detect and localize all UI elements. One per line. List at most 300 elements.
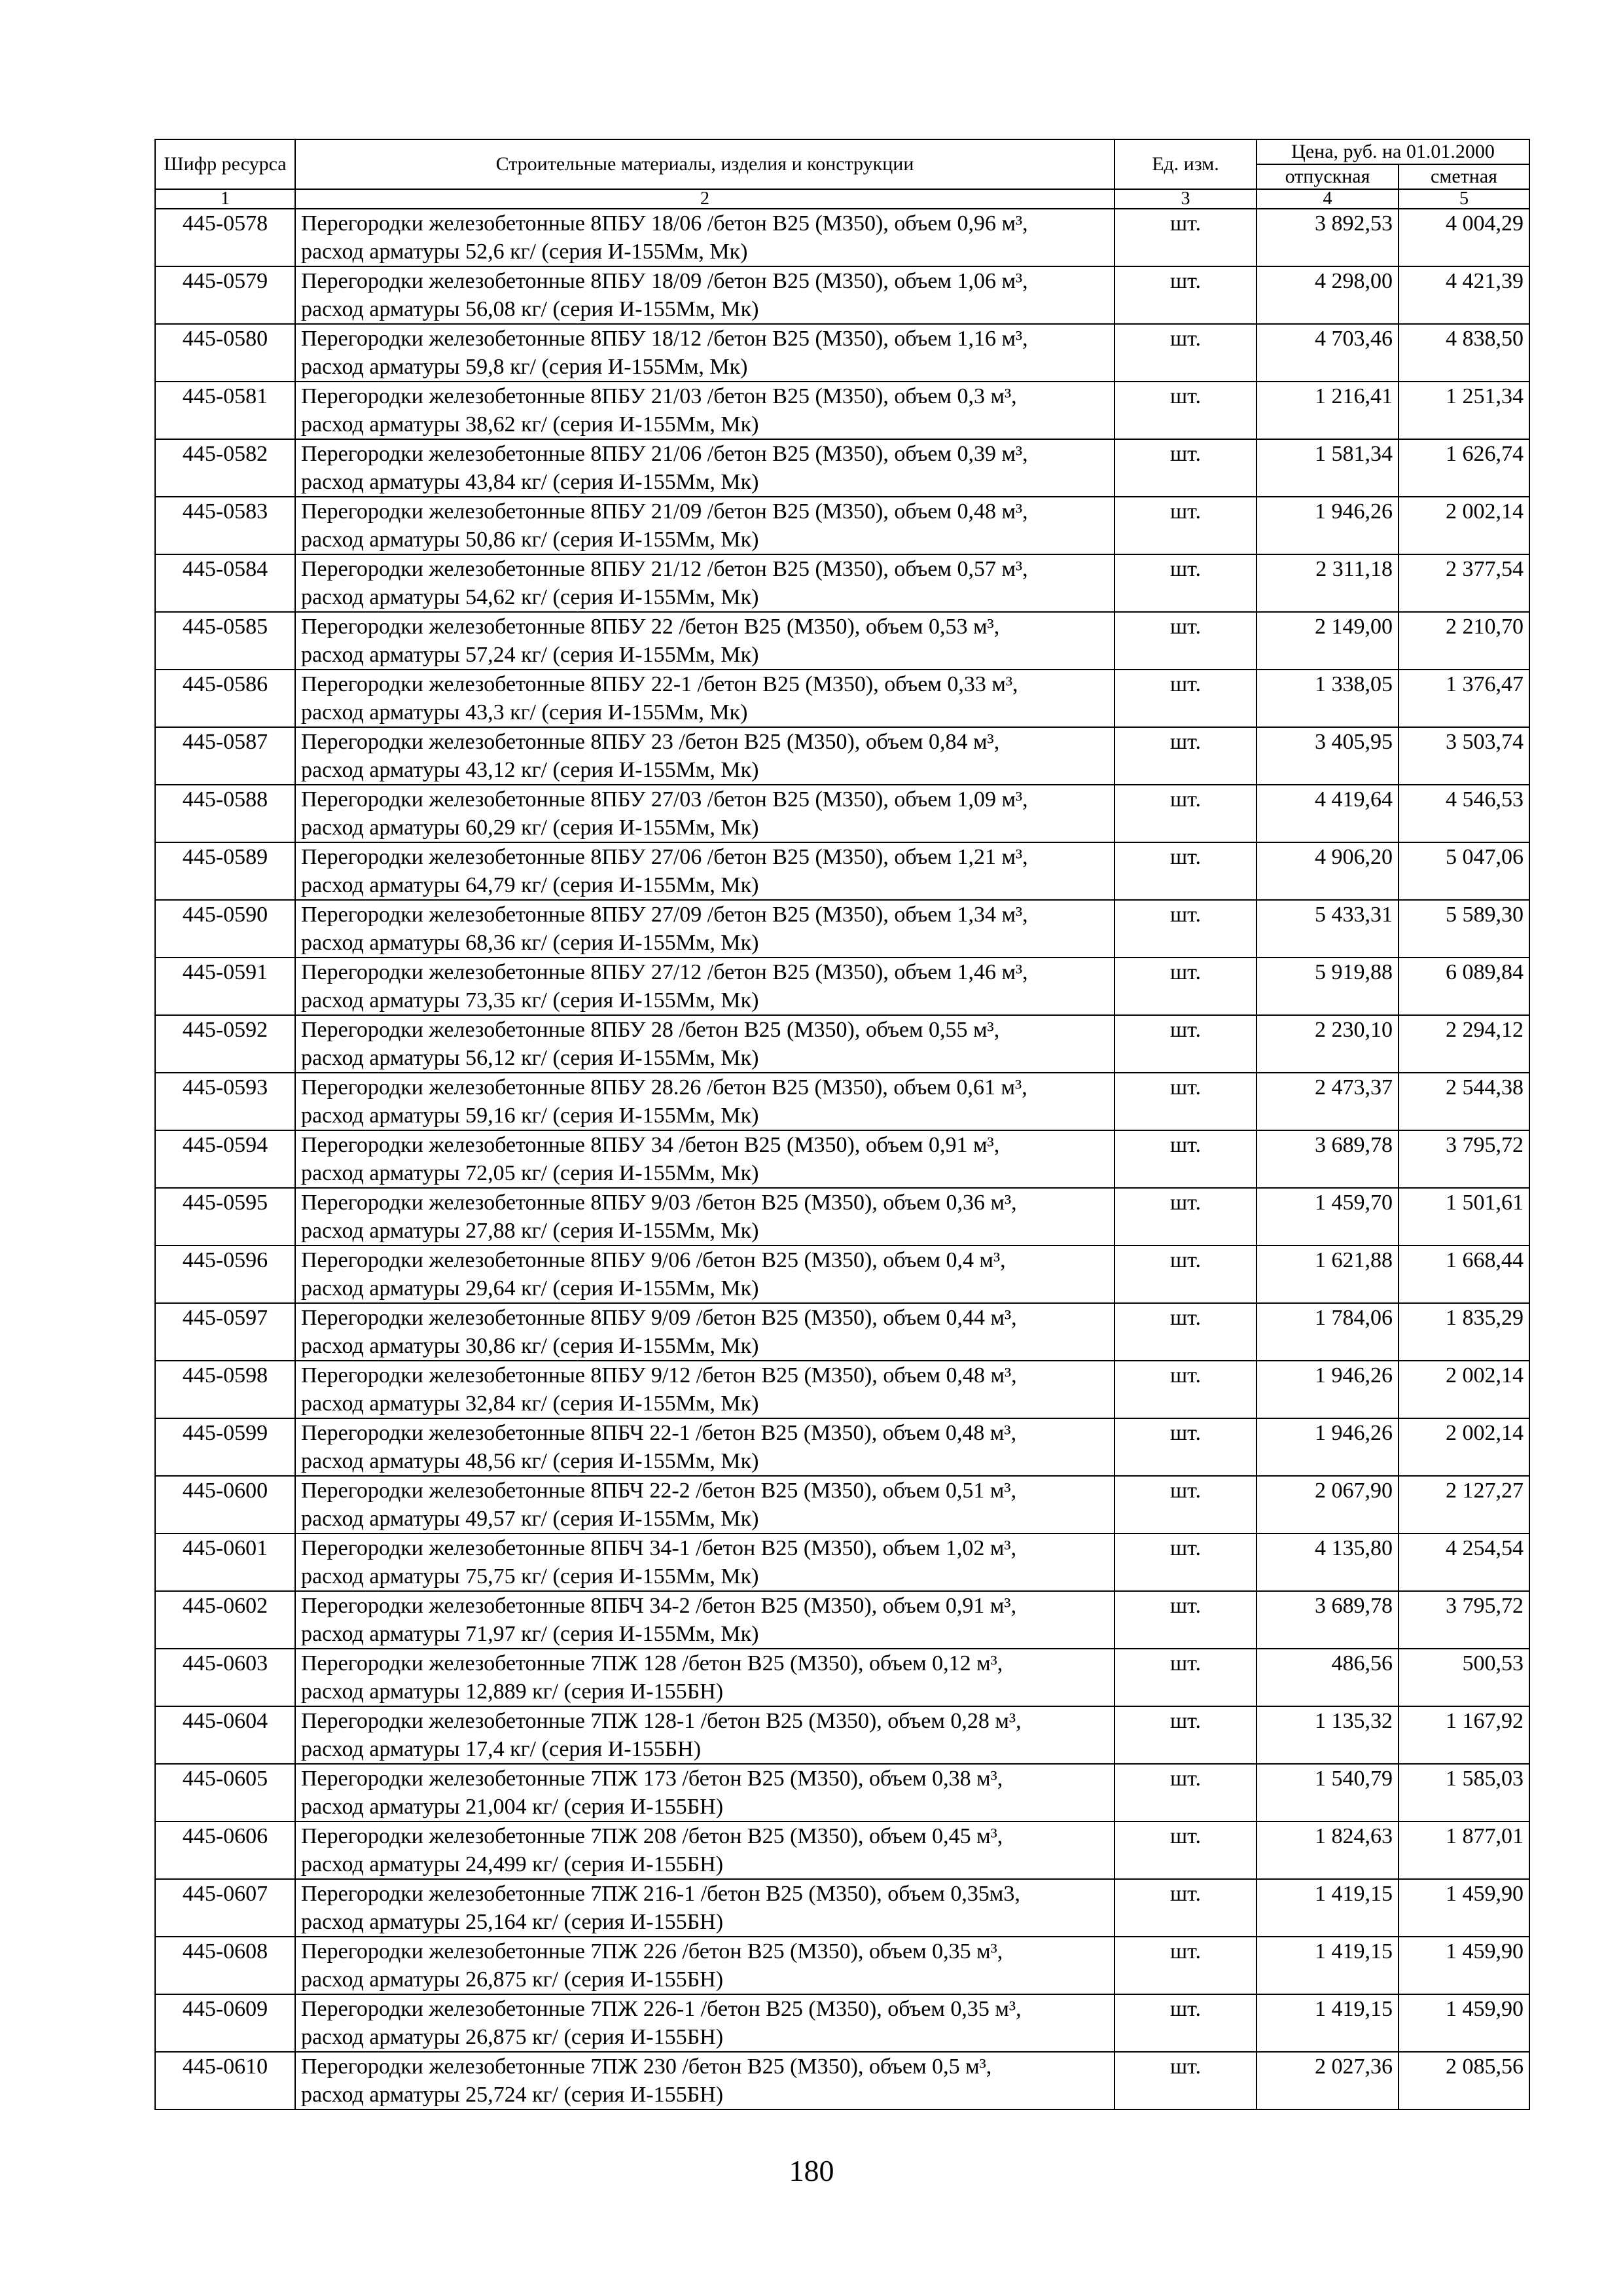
description-line-2: расход арматуры 56,12 кг/ (серия И-155Мм, Мк)	[301, 1046, 759, 1070]
unit	[1115, 1130, 1257, 1188]
estimate-price-text: 4 254,54	[1446, 1536, 1524, 1560]
description-line-2: расход арматуры 50,86 кг/ (серия И-155Мм, Мк)	[301, 528, 759, 552]
resource-code-text: 445-0586	[182, 672, 268, 696]
description-line-1: Перегородки железобетонные 8ПБЧ 22-2 /бетон В25 (М350), объем 0,51 м³,	[301, 1479, 1017, 1503]
estimate-price	[1399, 1476, 1529, 1534]
resource-code	[155, 1706, 295, 1764]
table-row	[155, 727, 1529, 785]
table-row	[155, 670, 1529, 727]
release-price	[1257, 1764, 1399, 1821]
unit	[1115, 1879, 1257, 1937]
description-line-2: расход арматуры 57,24 кг/ (серия И-155Мм, Мк)	[301, 643, 759, 667]
estimate-price	[1399, 670, 1529, 727]
description-line-1: Перегородки железобетонные 7ПЖ 208 /бетон В25 (М350), объем 0,45 м³,	[301, 1824, 1003, 1848]
estimate-price-text: 1 167,92	[1446, 1709, 1524, 1733]
resource-code	[155, 1764, 295, 1821]
resource-code	[155, 612, 295, 670]
description-line-1: Перегородки железобетонные 8ПБУ 18/12 /бетон В25 (М350), объем 1,16 м³,	[301, 327, 1028, 351]
unit	[1115, 554, 1257, 612]
unit	[1115, 1706, 1257, 1764]
resource-code	[155, 1937, 295, 1994]
header-unit: Ед. изм.	[1115, 139, 1257, 189]
resource-code	[155, 785, 295, 842]
table-row	[155, 1418, 1529, 1476]
release-price-text: 4 419,64	[1315, 787, 1393, 812]
description-line-1: Перегородки железобетонные 8ПБУ 28 /бетон В25 (М350), объем 0,55 м³,	[301, 1018, 1000, 1042]
estimate-price-text: 500,53	[1462, 1651, 1524, 1676]
release-price-text: 1 419,15	[1315, 1882, 1393, 1906]
description-line-2: расход арматуры 32,84 кг/ (серия И-155Мм, Мк)	[301, 1391, 759, 1416]
resource-code-text: 445-0603	[182, 1651, 268, 1676]
release-price-text: 5 433,31	[1315, 903, 1393, 927]
resource-code-text: 445-0602	[182, 1594, 268, 1618]
release-price	[1257, 1015, 1399, 1073]
table-row	[155, 612, 1529, 670]
release-price	[1257, 1649, 1399, 1706]
unit-text: шт.	[1170, 557, 1201, 581]
estimate-price-text: 6 089,84	[1446, 960, 1524, 984]
unit	[1115, 1476, 1257, 1534]
resource-code	[155, 1879, 295, 1937]
release-price	[1257, 842, 1399, 900]
description-line-2: расход арматуры 43,12 кг/ (серия И-155Мм, Мк)	[301, 758, 759, 782]
material-description	[295, 439, 1115, 497]
unit	[1115, 1015, 1257, 1073]
unit	[1115, 2052, 1257, 2109]
resource-code	[155, 1821, 295, 1879]
resource-code-text: 445-0599	[182, 1421, 268, 1445]
unit	[1115, 1821, 1257, 1879]
release-price-text: 1 419,15	[1315, 1939, 1393, 1964]
release-price-text: 4 135,80	[1315, 1536, 1393, 1560]
estimate-price-text: 3 795,72	[1446, 1133, 1524, 1157]
material-description	[295, 842, 1115, 900]
unit	[1115, 1303, 1257, 1361]
unit	[1115, 1649, 1257, 1706]
resource-code	[155, 324, 295, 382]
release-price	[1257, 1994, 1399, 2052]
description-line-2: расход арматуры 59,16 кг/ (серия И-155Мм, Мк)	[301, 1103, 759, 1128]
estimate-price	[1399, 1418, 1529, 1476]
description-line-1: Перегородки железобетонные 7ПЖ 230 /бетон В25 (М350), объем 0,5 м³,	[301, 2054, 992, 2079]
resource-code-text: 445-0588	[182, 787, 268, 812]
description-line-1: Перегородки железобетонные 8ПБУ 22 /бетон В25 (М350), объем 0,53 м³,	[301, 615, 1000, 639]
resource-code-text: 445-0609	[182, 1997, 268, 2021]
unit	[1115, 727, 1257, 785]
estimate-price-text: 1 459,90	[1446, 1882, 1524, 1906]
unit-text: шт.	[1170, 269, 1201, 293]
resource-code	[155, 727, 295, 785]
resource-code	[155, 1418, 295, 1476]
material-description	[295, 1649, 1115, 1706]
release-price-text: 1 581,34	[1315, 442, 1393, 466]
material-description	[295, 1418, 1115, 1476]
release-price	[1257, 1821, 1399, 1879]
material-description	[295, 727, 1115, 785]
release-price-text: 4 298,00	[1315, 269, 1393, 293]
estimate-price-text: 4 838,50	[1446, 327, 1524, 351]
description-line-2: расход арматуры 38,62 кг/ (серия И-155Мм, Мк)	[301, 412, 759, 437]
estimate-price-text: 2 002,14	[1446, 1421, 1524, 1445]
description-line-1: Перегородки железобетонные 8ПБУ 27/06 /бетон В25 (М350), объем 1,21 м³,	[301, 845, 1028, 869]
page-number: 180	[789, 2154, 834, 2187]
unit	[1115, 266, 1257, 324]
unit-text: шт.	[1170, 672, 1201, 696]
description-line-2: расход арматуры 21,004 кг/ (серия И-155БН)	[301, 1795, 724, 1819]
release-price	[1257, 1591, 1399, 1649]
resource-code	[155, 670, 295, 727]
material-description	[295, 209, 1115, 266]
unit	[1115, 497, 1257, 554]
resource-code	[155, 1994, 295, 2052]
estimate-price-text: 1 459,90	[1446, 1997, 1524, 2021]
material-description	[295, 785, 1115, 842]
unit-text: шт.	[1170, 1248, 1201, 1272]
description-line-1: Перегородки железобетонные 8ПБУ 27/03 /бетон В25 (М350), объем 1,09 м³,	[301, 787, 1028, 812]
estimate-price	[1399, 1649, 1529, 1706]
description-line-2: расход арматуры 60,29 кг/ (серия И-155Мм, Мк)	[301, 816, 759, 840]
table-row	[155, 1476, 1529, 1534]
estimate-price	[1399, 1015, 1529, 1073]
material-description	[295, 1706, 1115, 1764]
material-description	[295, 1130, 1115, 1188]
estimate-price-text: 3 795,72	[1446, 1594, 1524, 1618]
unit-text: шт.	[1170, 845, 1201, 869]
material-description	[295, 1994, 1115, 2052]
release-price	[1257, 439, 1399, 497]
description-line-2: расход арматуры 71,97 кг/ (серия И-155Мм, Мк)	[301, 1622, 759, 1646]
description-line-2: расход арматуры 52,6 кг/ (серия И-155Мм, Мк)	[301, 240, 748, 264]
description-line-2: расход арматуры 27,88 кг/ (серия И-155Мм, Мк)	[301, 1219, 759, 1243]
unit-text: шт.	[1170, 1594, 1201, 1618]
resource-code-text: 445-0594	[182, 1133, 268, 1157]
resource-code	[155, 958, 295, 1015]
unit-text: шт.	[1170, 1939, 1201, 1964]
description-line-1: Перегородки железобетонные 8ПБУ 21/12 /бетон В25 (М350), объем 0,57 м³,	[301, 557, 1028, 581]
unit	[1115, 958, 1257, 1015]
unit-text: шт.	[1170, 1421, 1201, 1445]
description-line-2: расход арматуры 75,75 кг/ (серия И-155Мм, Мк)	[301, 1564, 759, 1588]
table-row	[155, 1073, 1529, 1130]
description-line-1: Перегородки железобетонные 8ПБУ 9/12 /бетон В25 (М350), объем 0,48 м³,	[301, 1363, 1017, 1388]
estimate-price-text: 2 002,14	[1446, 499, 1524, 524]
release-price	[1257, 266, 1399, 324]
unit-text: шт.	[1170, 442, 1201, 466]
material-description	[295, 612, 1115, 670]
resource-code-text: 445-0598	[182, 1363, 268, 1388]
unit-text: шт.	[1170, 384, 1201, 408]
table-row	[155, 785, 1529, 842]
estimate-price-text: 2 377,54	[1446, 557, 1524, 581]
material-description	[295, 2052, 1115, 2109]
resource-code-text: 445-0587	[182, 730, 268, 754]
material-description	[295, 1188, 1115, 1246]
description-line-1: Перегородки железобетонные 8ПБУ 9/03 /бетон В25 (М350), объем 0,36 м³,	[301, 1191, 1017, 1215]
header-col-number: 3	[1115, 189, 1257, 209]
release-price	[1257, 554, 1399, 612]
release-price-text: 1 946,26	[1315, 1363, 1393, 1388]
material-description	[295, 382, 1115, 439]
resource-code-text: 445-0604	[182, 1709, 268, 1733]
material-description	[295, 1246, 1115, 1303]
unit	[1115, 785, 1257, 842]
unit-text: шт.	[1170, 1363, 1201, 1388]
unit	[1115, 1764, 1257, 1821]
release-price	[1257, 785, 1399, 842]
description-line-2: расход арматуры 43,84 кг/ (серия И-155Мм, Мк)	[301, 470, 759, 494]
description-line-2: расход арматуры 72,05 кг/ (серия И-155Мм, Мк)	[301, 1161, 759, 1185]
estimate-price-text: 1 376,47	[1446, 672, 1524, 696]
table-row	[155, 1591, 1529, 1649]
material-description	[295, 1073, 1115, 1130]
material-description	[295, 497, 1115, 554]
estimate-price	[1399, 1879, 1529, 1937]
release-price-text: 4 906,20	[1315, 845, 1393, 869]
estimate-price-text: 2 210,70	[1446, 615, 1524, 639]
description-line-1: Перегородки железобетонные 8ПБУ 22-1 /бетон В25 (М350), объем 0,33 м³,	[301, 672, 1018, 696]
estimate-price-text: 1 668,44	[1446, 1248, 1524, 1272]
unit	[1115, 1418, 1257, 1476]
estimate-price	[1399, 1821, 1529, 1879]
release-price	[1257, 324, 1399, 382]
estimate-price-text: 2 294,12	[1446, 1018, 1524, 1042]
release-price	[1257, 612, 1399, 670]
table-row	[155, 1188, 1529, 1246]
header-col-number: 4	[1257, 189, 1399, 209]
unit-text: шт.	[1170, 1824, 1201, 1848]
material-description	[295, 1937, 1115, 1994]
release-price	[1257, 1188, 1399, 1246]
description-line-2: расход арматуры 25,164 кг/ (серия И-155БН)	[301, 1910, 724, 1934]
table-row	[155, 1937, 1529, 1994]
material-description	[295, 1015, 1115, 1073]
estimate-price	[1399, 324, 1529, 382]
description-line-1: Перегородки железобетонные 8ПБУ 28.26 /бетон В25 (М350), объем 0,61 м³,	[301, 1075, 1027, 1100]
release-price-text: 1 621,88	[1315, 1248, 1393, 1272]
description-line-1: Перегородки железобетонные 8ПБУ 21/06 /бетон В25 (М350), объем 0,39 м³,	[301, 442, 1028, 466]
estimate-price-text: 5 589,30	[1446, 903, 1524, 927]
unit	[1115, 324, 1257, 382]
description-line-2: расход арматуры 64,79 кг/ (серия И-155Мм, Мк)	[301, 873, 759, 897]
release-price	[1257, 1303, 1399, 1361]
estimate-price	[1399, 439, 1529, 497]
description-line-2: расход арматуры 48,56 кг/ (серия И-155Мм, Мк)	[301, 1449, 759, 1473]
release-price	[1257, 1879, 1399, 1937]
description-line-1: Перегородки железобетонные 8ПБЧ 34-2 /бетон В25 (М350), объем 0,91 м³,	[301, 1594, 1017, 1618]
estimate-price	[1399, 1706, 1529, 1764]
estimate-price-text: 1 877,01	[1446, 1824, 1524, 1848]
description-line-2: расход арматуры 68,36 кг/ (серия И-155Мм, Мк)	[301, 931, 759, 955]
unit-text: шт.	[1170, 1191, 1201, 1215]
resource-code-text: 445-0584	[182, 557, 268, 581]
table-row	[155, 1649, 1529, 1706]
description-line-1: Перегородки железобетонные 8ПБУ 23 /бетон В25 (М350), объем 0,84 м³,	[301, 730, 1000, 754]
table-row	[155, 842, 1529, 900]
unit-text: шт.	[1170, 1997, 1201, 2021]
description-line-1: Перегородки железобетонные 8ПБУ 18/06 /бетон В25 (М350), объем 0,96 м³,	[301, 211, 1028, 236]
description-line-1: Перегородки железобетонные 8ПБЧ 34-1 /бетон В25 (М350), объем 1,02 м³,	[301, 1536, 1017, 1560]
unit-text: шт.	[1170, 1767, 1201, 1791]
estimate-price	[1399, 1361, 1529, 1418]
resource-code-text: 445-0605	[182, 1767, 268, 1791]
resource-code	[155, 209, 295, 266]
estimate-price	[1399, 612, 1529, 670]
description-line-1: Перегородки железобетонные 8ПБУ 9/09 /бетон В25 (М350), объем 0,44 м³,	[301, 1306, 1017, 1330]
description-line-2: расход арматуры 24,499 кг/ (серия И-155БН)	[301, 1852, 724, 1876]
resource-code-text: 445-0582	[182, 442, 268, 466]
unit	[1115, 1534, 1257, 1591]
release-price	[1257, 1073, 1399, 1130]
unit-text: шт.	[1170, 1651, 1201, 1676]
release-price	[1257, 958, 1399, 1015]
release-price-text: 2 230,10	[1315, 1018, 1393, 1042]
unit-text: шт.	[1170, 211, 1201, 236]
release-price	[1257, 1246, 1399, 1303]
table-row	[155, 900, 1529, 958]
resource-code-text: 445-0597	[182, 1306, 268, 1330]
unit	[1115, 1361, 1257, 1418]
release-price-text: 3 689,78	[1315, 1594, 1393, 1618]
description-line-1: Перегородки железобетонные 7ПЖ 226-1 /бетон В25 (М350), объем 0,35 м³,	[301, 1997, 1022, 2021]
resource-code-text: 445-0592	[182, 1018, 268, 1042]
resource-code-text: 445-0607	[182, 1882, 268, 1906]
release-price	[1257, 670, 1399, 727]
description-line-1: Перегородки железобетонные 8ПБУ 18/09 /бетон В25 (М350), объем 1,06 м³,	[301, 269, 1028, 293]
material-description	[295, 1534, 1115, 1591]
unit-text: шт.	[1170, 327, 1201, 351]
unit	[1115, 209, 1257, 266]
unit	[1115, 1188, 1257, 1246]
table-row	[155, 1821, 1529, 1879]
resource-code-text: 445-0579	[182, 269, 268, 293]
estimate-price	[1399, 382, 1529, 439]
release-price-text: 1 824,63	[1315, 1824, 1393, 1848]
table-row	[155, 1706, 1529, 1764]
description-line-2: расход арматуры 26,875 кг/ (серия И-155БН)	[301, 1967, 724, 1992]
resource-code-text: 445-0578	[182, 211, 268, 236]
estimate-price	[1399, 266, 1529, 324]
resource-code	[155, 1534, 295, 1591]
estimate-price-text: 1 585,03	[1446, 1767, 1524, 1791]
description-line-2: расход арматуры 26,875 кг/ (серия И-155БН)	[301, 2025, 724, 2049]
table-row	[155, 1994, 1529, 2052]
unit-text: шт.	[1170, 615, 1201, 639]
material-description	[295, 1764, 1115, 1821]
unit-text: шт.	[1170, 730, 1201, 754]
unit	[1115, 382, 1257, 439]
unit	[1115, 1591, 1257, 1649]
release-price	[1257, 209, 1399, 266]
release-price-text: 2 067,90	[1315, 1479, 1393, 1503]
unit	[1115, 670, 1257, 727]
estimate-price-text: 2 127,27	[1446, 1479, 1524, 1503]
description-line-2: расход арматуры 25,724 кг/ (серия И-155БН)	[301, 2083, 724, 2107]
description-line-1: Перегородки железобетонные 7ПЖ 128 /бетон В25 (М350), объем 0,12 м³,	[301, 1651, 1003, 1676]
header-resource-code: Шифр ресурса	[155, 139, 295, 189]
unit	[1115, 900, 1257, 958]
estimate-price-text: 1 459,90	[1446, 1939, 1524, 1964]
release-price	[1257, 1937, 1399, 1994]
material-description	[295, 1303, 1115, 1361]
release-price	[1257, 1361, 1399, 1418]
resource-code	[155, 1246, 295, 1303]
header-col-number: 5	[1399, 189, 1529, 209]
estimate-price-text: 2 544,38	[1446, 1075, 1524, 1100]
description-line-1: Перегородки железобетонные 7ПЖ 216-1 /бетон В25 (М350), объем 0,35м3,	[301, 1882, 1020, 1906]
table-row	[155, 1130, 1529, 1188]
header-release-price: отпускная	[1257, 164, 1399, 189]
table-row	[155, 1246, 1529, 1303]
estimate-price	[1399, 209, 1529, 266]
unit-text: шт.	[1170, 1882, 1201, 1906]
table-row	[155, 1764, 1529, 1821]
table-row	[155, 958, 1529, 1015]
description-line-1: Перегородки железобетонные 7ПЖ 226 /бетон В25 (М350), объем 0,35 м³,	[301, 1939, 1003, 1964]
unit-text: шт.	[1170, 1709, 1201, 1733]
table-row	[155, 324, 1529, 382]
resource-code-text: 445-0583	[182, 499, 268, 524]
release-price-text: 2 027,36	[1315, 2054, 1393, 2079]
resource-code-text: 445-0580	[182, 327, 268, 351]
release-price-text: 1 216,41	[1315, 384, 1393, 408]
resource-code-text: 445-0601	[182, 1536, 268, 1560]
release-price	[1257, 1534, 1399, 1591]
description-line-1: Перегородки железобетонные 8ПБУ 27/09 /бетон В25 (М350), объем 1,34 м³,	[301, 903, 1028, 927]
material-description	[295, 1361, 1115, 1418]
resource-code	[155, 900, 295, 958]
release-price	[1257, 382, 1399, 439]
unit-text: шт.	[1170, 1536, 1201, 1560]
release-price-text: 2 473,37	[1315, 1075, 1393, 1100]
description-line-2: расход арматуры 73,35 кг/ (серия И-155Мм, Мк)	[301, 988, 759, 1013]
table-row	[155, 382, 1529, 439]
description-line-1: Перегородки железобетонные 7ПЖ 128-1 /бетон В25 (М350), объем 0,28 м³,	[301, 1709, 1022, 1733]
table-row	[155, 1534, 1529, 1591]
release-price-text: 1 540,79	[1315, 1767, 1393, 1791]
unit	[1115, 1994, 1257, 2052]
description-line-1: Перегородки железобетонные 8ПБУ 21/09 /бетон В25 (М350), объем 0,48 м³,	[301, 499, 1028, 524]
resource-code	[155, 554, 295, 612]
description-line-1: Перегородки железобетонные 8ПБУ 9/06 /бетон В25 (М350), объем 0,4 м³,	[301, 1248, 1006, 1272]
estimate-price-text: 1 251,34	[1446, 384, 1524, 408]
table-row	[155, 1015, 1529, 1073]
estimate-price	[1399, 1591, 1529, 1649]
resource-code	[155, 1073, 295, 1130]
description-line-2: расход арматуры 43,3 кг/ (серия И-155Мм, Мк)	[301, 700, 748, 725]
description-line-1: Перегородки железобетонные 7ПЖ 173 /бетон В25 (М350), объем 0,38 м³,	[301, 1767, 1003, 1791]
resource-code-text: 445-0595	[182, 1191, 268, 1215]
description-line-2: расход арматуры 29,64 кг/ (серия И-155Мм, Мк)	[301, 1276, 759, 1300]
release-price-text: 1 459,70	[1315, 1191, 1393, 1215]
estimate-price-text: 4 004,29	[1446, 211, 1524, 236]
table-row	[155, 266, 1529, 324]
header-col-number: 1	[155, 189, 295, 209]
release-price-text: 3 892,53	[1315, 211, 1393, 236]
release-price	[1257, 1476, 1399, 1534]
estimate-price	[1399, 785, 1529, 842]
release-price-text: 1 784,06	[1315, 1306, 1393, 1330]
estimate-price	[1399, 1246, 1529, 1303]
release-price-text: 1 338,05	[1315, 672, 1393, 696]
resource-code	[155, 266, 295, 324]
resource-code-text: 445-0585	[182, 615, 268, 639]
unit-text: шт.	[1170, 960, 1201, 984]
estimate-price	[1399, 1937, 1529, 1994]
estimate-price	[1399, 727, 1529, 785]
release-price	[1257, 2052, 1399, 2109]
table-row	[155, 554, 1529, 612]
description-line-2: расход арматуры 59,8 кг/ (серия И-155Мм, Мк)	[301, 355, 748, 379]
